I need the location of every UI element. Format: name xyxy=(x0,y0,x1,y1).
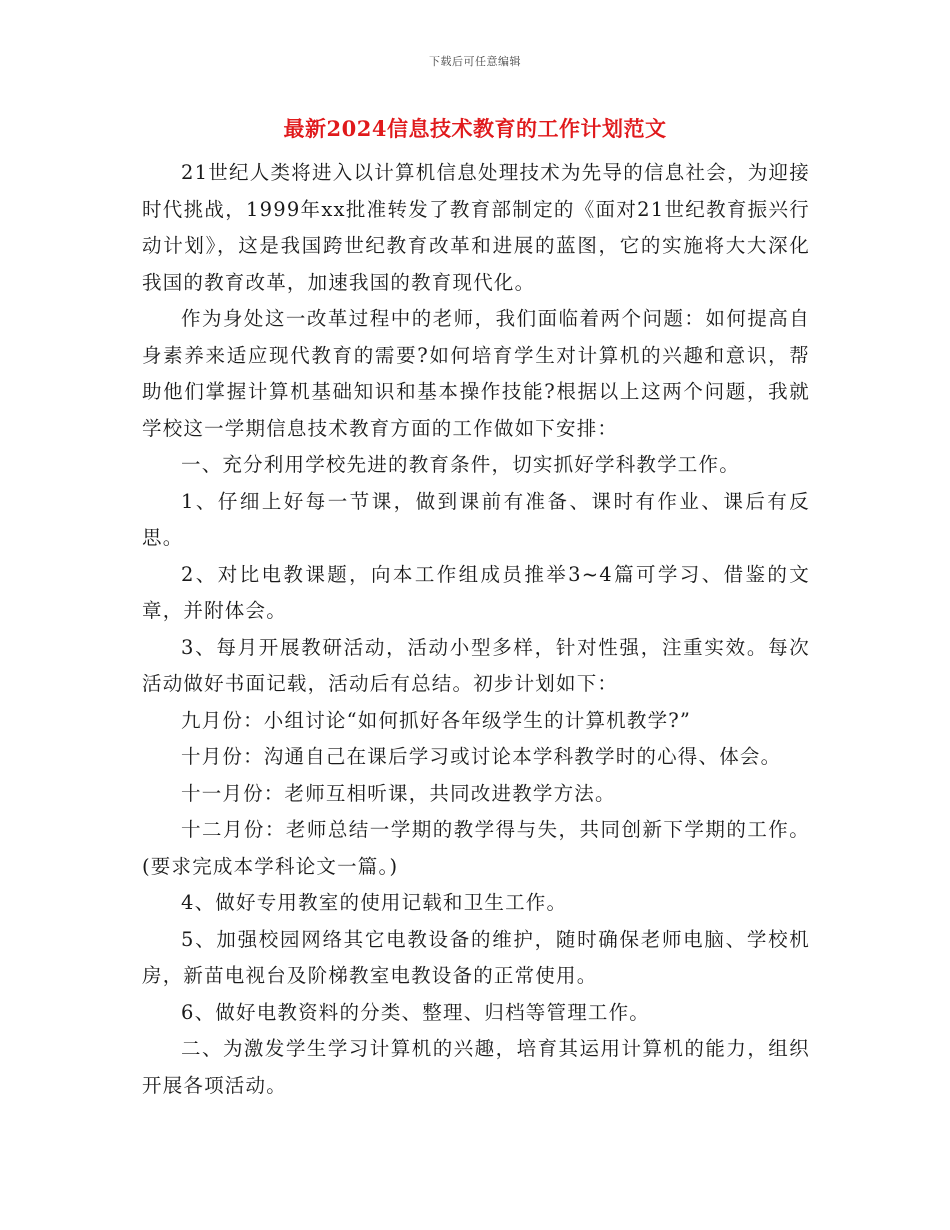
paragraph: 十一月份：老师互相听课，共同改进教学方法。 xyxy=(181,781,616,805)
paragraph: 4、做好专用教室的使用记载和卫生工作。 xyxy=(181,891,568,914)
paragraph: 3、每月开展教研活动，活动小型多样，针对性强，注重实效。每次活动做好书面记载，活动后有总结。初步计划如下： xyxy=(142,635,810,695)
paragraph: 5、加强校园网络其它电教设备的维护，随时确保老师电脑、学校机房，新苗电视台及阶梯教室电教设备的正常使用。 xyxy=(142,927,810,987)
paragraph: 一、充分利用学校先进的教育条件，切实抓好学科教学工作。 xyxy=(181,453,740,476)
paragraph: 十二月份：老师总结一学期的教学得与失，共同创新下学期的工作。(要求完成本学科论文一篇。) xyxy=(142,818,810,878)
paragraph: 21世纪人类将进入以计算机信息处理技术为先导的信息社会，为迎接时代挑战，1999年xx批准转发了教育部制定的《面对21世纪教育振兴行动计划》，这是我国跨世纪教育改革和进展的蓝图，它的实施将大大深化我国的教育改革，加速我国的教育现代化。 xyxy=(142,161,810,294)
paragraph: 6、做好电教资料的分类、整理、归档等管理工作。 xyxy=(181,1000,651,1024)
paragraph: 二、为激发学生学习计算机的兴趣，培育其运用计算机的能力，组织开展各项活动。 xyxy=(142,1037,810,1097)
paragraph: 十月份：沟通自己在课后学习或讨论本学科教学时的心得、体会。 xyxy=(181,745,782,768)
header-note: 下载后可任意编辑 xyxy=(429,55,521,68)
paragraph: 1、仔细上好每一节课，做到课前有准备、课时有作业、课后有反思。 xyxy=(142,489,810,549)
paragraph: 九月份：小组讨论“如何抓好各年级学生的计算机教学?” xyxy=(181,708,692,732)
paragraph: 2、对比电教课题，向本工作组成员推举3~4篇可学习、借鉴的文章，并附体会。 xyxy=(142,562,810,622)
document-title: 最新2024信息技术教育的工作计划范文 xyxy=(283,116,667,141)
paragraph: 作为身处这一改革过程中的老师，我们面临着两个问题：如何提高自身素养来适应现代教育的需要?如何培育学生对计算机的兴趣和意识，帮助他们掌握计算机基础知识和基本操作技能?根据以上这两个问题，我就学校这一学期信息技术教育方面的工作做如下安排： xyxy=(142,307,810,440)
document-body xyxy=(142,155,810,1104)
